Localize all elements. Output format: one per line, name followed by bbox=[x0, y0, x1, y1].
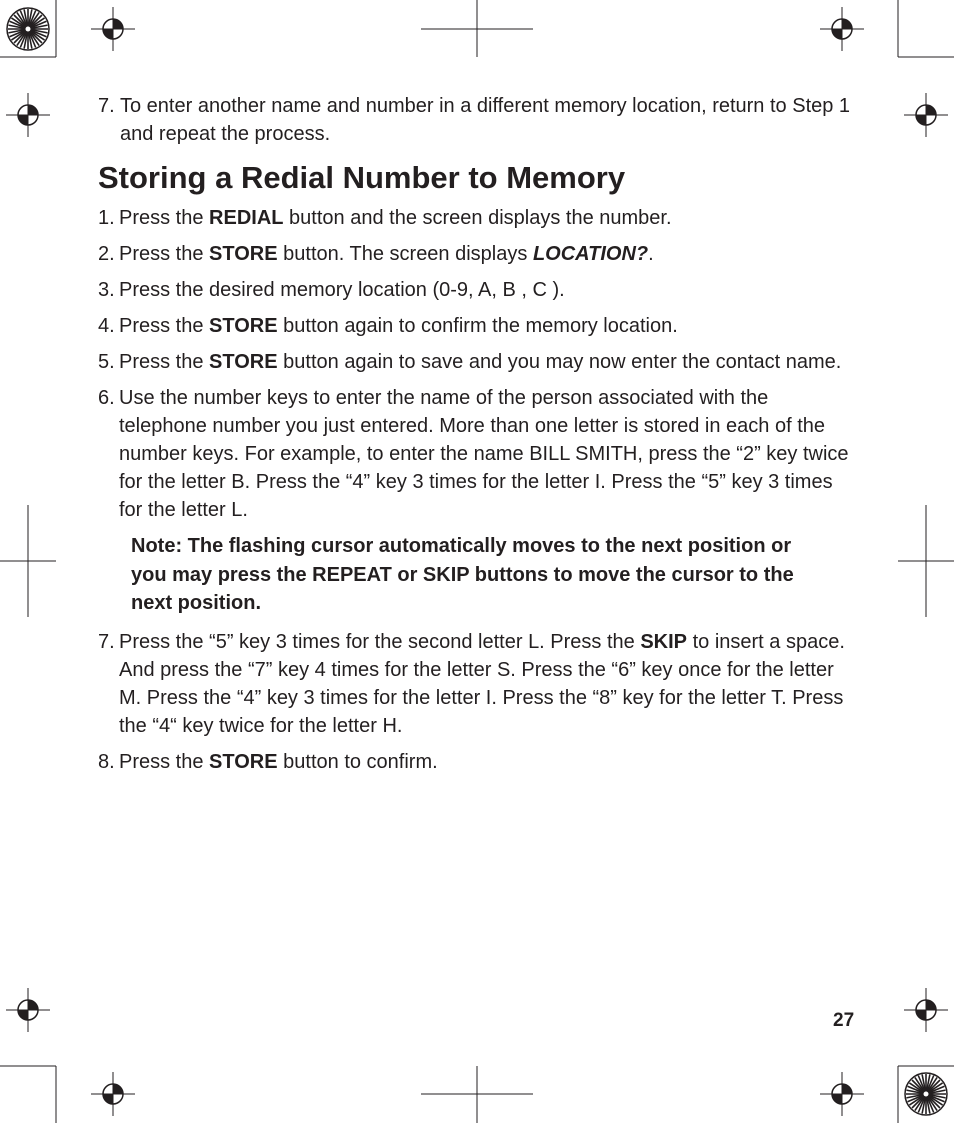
step-text: To enter another name and number in a different memory location, return to Step 1 and repeat the process. bbox=[120, 95, 851, 145]
step-text: Press the bbox=[119, 207, 210, 229]
step-text: to insert a space. And press the “7” key 4 times for the letter S. Press the “6” key once for the letter M. Press the “4” key 3 times for the letter I. Press the “8” key for the letter T. Press the “4“ key twice for the letter H. bbox=[119, 630, 845, 737]
step-text: button again to confirm the memory location. bbox=[277, 315, 678, 337]
button-name: REDIAL bbox=[209, 207, 284, 229]
step-number: 3. bbox=[98, 279, 115, 301]
step-text: Press the desired memory location (0-9, A, B , C ). bbox=[119, 279, 565, 301]
step-2 bbox=[98, 240, 858, 268]
step-text: Press the bbox=[119, 351, 210, 373]
step-3 bbox=[98, 276, 858, 304]
step-text: button and the screen displays the number. bbox=[283, 207, 672, 229]
step-5 bbox=[98, 348, 858, 376]
step-4 bbox=[98, 312, 858, 340]
screen-display-text: LOCATION? bbox=[532, 243, 649, 265]
page-content bbox=[98, 92, 858, 784]
button-name: STORE bbox=[209, 243, 278, 265]
section-heading: Storing a Redial Number to Memory bbox=[98, 160, 626, 195]
step-number: 4. bbox=[98, 315, 115, 337]
button-name: STORE bbox=[209, 750, 278, 773]
step-text: Press the “5” key 3 times for the second letter L. Press the bbox=[119, 630, 641, 653]
step-number: 5. bbox=[98, 351, 115, 373]
step-text: button. The screen displays bbox=[277, 243, 533, 265]
steps-list-continued bbox=[98, 628, 858, 776]
step-text: button again to save and you may now enter the contact name. bbox=[277, 351, 842, 373]
step-text: Press the bbox=[119, 750, 210, 773]
step-number: 6. bbox=[98, 387, 115, 409]
step-text: Use the number keys to enter the name of the person associated with the telephone number you just entered. More than one letter is stored in each of the number keys. For example, to enter the name BILL SMITH, press the “2” key twice for the letter B. Press the “4” key 3 times for the letter I. Press the “5” key 3 times for the letter L. bbox=[119, 387, 849, 521]
step-text: . bbox=[648, 243, 654, 265]
step-7 bbox=[98, 628, 858, 740]
step-number: 1. bbox=[98, 207, 115, 229]
step-number: 7. bbox=[98, 95, 115, 117]
step-6 bbox=[98, 384, 858, 524]
page-number: 27 bbox=[833, 1010, 855, 1031]
button-name: STORE bbox=[209, 351, 278, 373]
intro-step bbox=[98, 92, 858, 148]
note: Note: The flashing cursor automatically moves to the next position or you may press the REPEAT or SKIP buttons to move the cursor to the next position. bbox=[131, 535, 794, 614]
step-text: Press the bbox=[119, 315, 210, 337]
steps-list bbox=[98, 204, 858, 524]
step-number: 2. bbox=[98, 243, 115, 265]
step-number: 7. bbox=[98, 630, 115, 653]
step-text: Press the bbox=[119, 243, 210, 265]
button-name: SKIP bbox=[640, 630, 688, 653]
step-1 bbox=[98, 204, 858, 232]
step-number: 8. bbox=[98, 750, 115, 773]
step-8 bbox=[98, 748, 858, 776]
step-text: button to confirm. bbox=[277, 750, 438, 773]
button-name: STORE bbox=[209, 315, 278, 337]
